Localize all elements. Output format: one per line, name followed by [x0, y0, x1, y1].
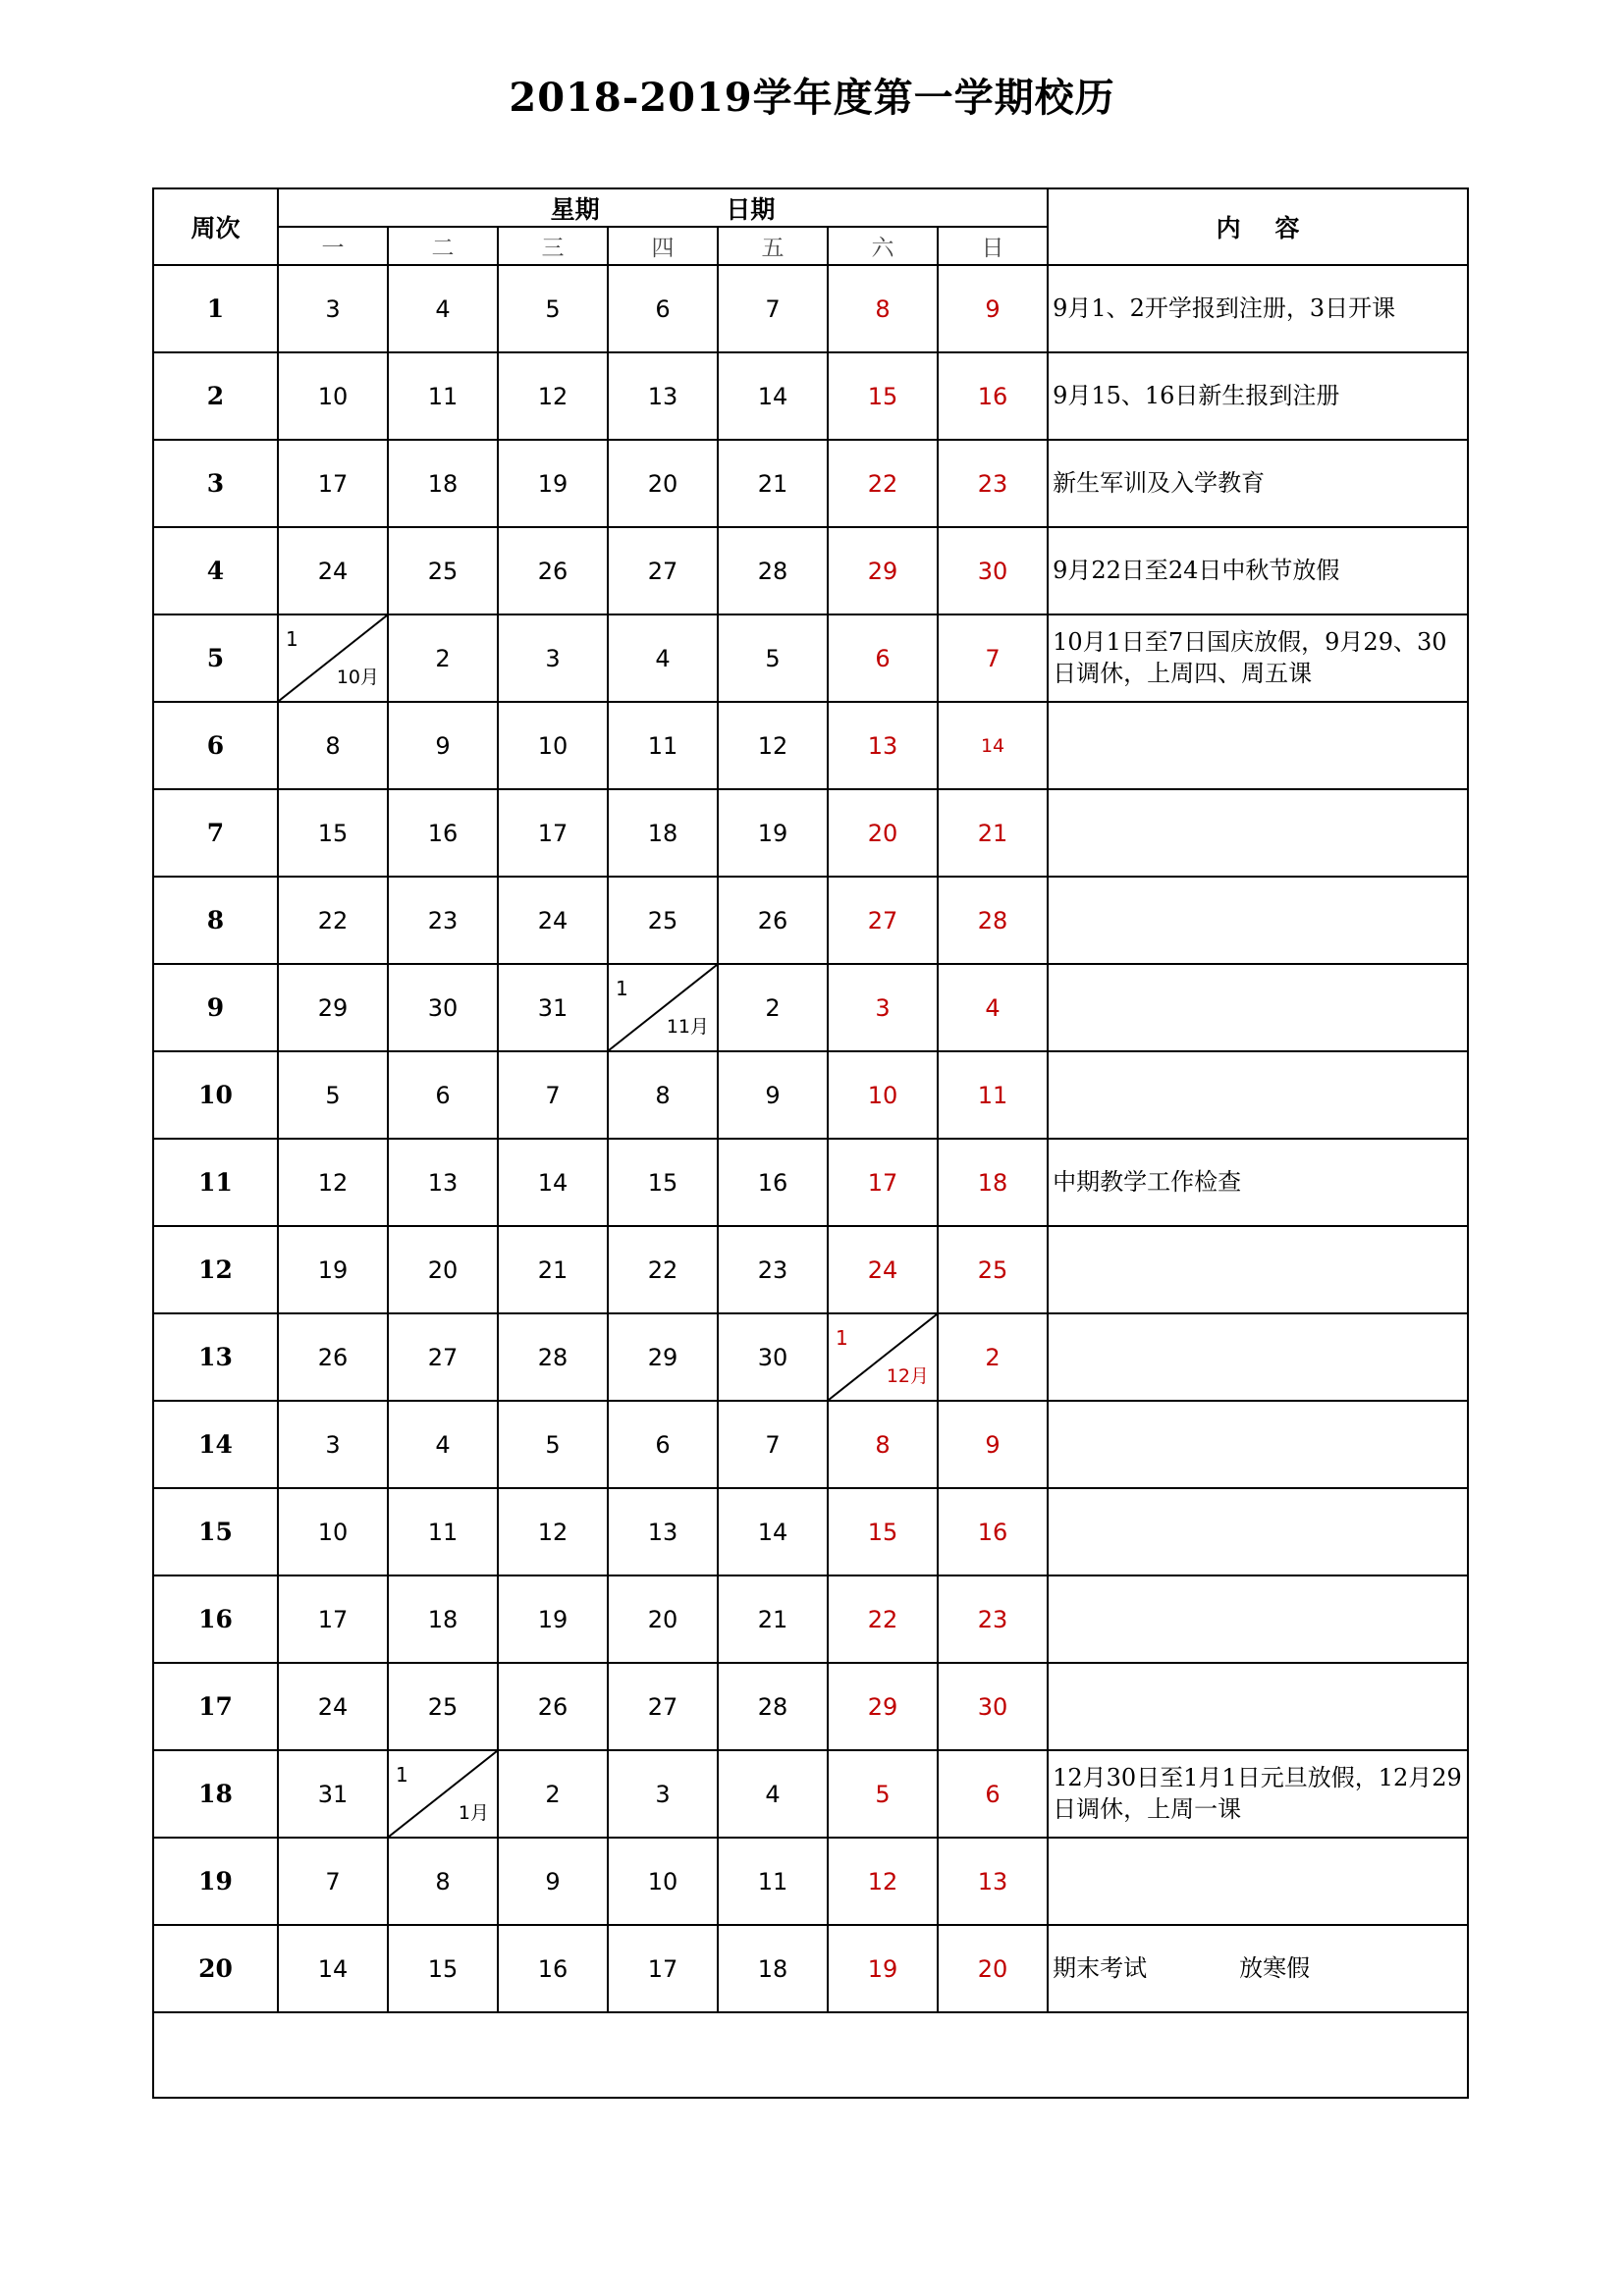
weekday-header-5: 五: [718, 227, 828, 265]
day-cell: 9: [938, 1401, 1048, 1488]
day-cell: 14: [938, 702, 1048, 789]
day-cell: 23: [938, 440, 1048, 527]
day-cell: 17: [278, 440, 388, 527]
day-cell: 31: [278, 1750, 388, 1838]
day-cell: 23: [718, 1226, 828, 1313]
weekday-date-header: [278, 188, 1048, 227]
day-cell: 28: [498, 1313, 608, 1401]
week-note: [1048, 1663, 1468, 1750]
week-number: 12: [153, 1226, 278, 1313]
day-cell: 12: [278, 1139, 388, 1226]
day-cell: 13: [828, 702, 938, 789]
day-cell: 2: [938, 1313, 1048, 1401]
week-note: [1048, 1051, 1468, 1139]
week-note: [1048, 877, 1468, 964]
day-cell: 20: [938, 1925, 1048, 2012]
day-cell: 5: [828, 1750, 938, 1838]
day-cell: 2: [718, 964, 828, 1051]
footer-empty-cell: [153, 2012, 1468, 2098]
week-row: [153, 877, 1468, 964]
note-exam: 期末考试: [1053, 1953, 1148, 1982]
week-number: 6: [153, 702, 278, 789]
day-cell: 30: [718, 1313, 828, 1401]
day-cell: 15: [828, 1488, 938, 1575]
day-cell: 10: [278, 352, 388, 440]
day-cell: 21: [498, 1226, 608, 1313]
day-cell: 3: [608, 1750, 718, 1838]
week-note: [1048, 1488, 1468, 1575]
week-number: 7: [153, 789, 278, 877]
day-cell: 12: [498, 352, 608, 440]
day-cell: 14: [278, 1925, 388, 2012]
day-cell: 11: [388, 1488, 498, 1575]
day-cell: 26: [278, 1313, 388, 1401]
day-cell: 30: [388, 964, 498, 1051]
day-cell: 16: [938, 1488, 1048, 1575]
weekday-header-3: 三: [498, 227, 608, 265]
week-note: 9月22日至24日中秋节放假: [1048, 527, 1468, 614]
day-cell: 14: [718, 352, 828, 440]
day-cell: 12: [828, 1838, 938, 1925]
month-label: 10月: [336, 667, 379, 688]
month-start-day: 1: [286, 627, 298, 651]
day-cell: 6: [608, 265, 718, 352]
day-cell: 8: [278, 702, 388, 789]
month-label: 12月: [886, 1365, 929, 1387]
month-start-day: 1: [396, 1763, 408, 1787]
week-note: [1048, 1575, 1468, 1663]
day-cell: 25: [608, 877, 718, 964]
weekday-header-1: 一: [278, 227, 388, 265]
week-note: 9月15、16日新生报到注册: [1048, 352, 1468, 440]
day-cell: 27: [608, 1663, 718, 1750]
week-number: 19: [153, 1838, 278, 1925]
day-cell: 23: [388, 877, 498, 964]
day-cell: 3: [278, 265, 388, 352]
week-number: 8: [153, 877, 278, 964]
week-row: [153, 527, 1468, 614]
day-cell: 8: [388, 1838, 498, 1925]
day-cell: 11: [388, 352, 498, 440]
week-row: [153, 964, 1468, 1051]
week-row: [153, 789, 1468, 877]
day-cell: 10: [828, 1051, 938, 1139]
week-note: [1048, 789, 1468, 877]
day-cell: 4: [608, 614, 718, 702]
month-label: 1月: [458, 1802, 489, 1824]
day-cell: 24: [278, 527, 388, 614]
week-row: [153, 440, 1468, 527]
day-cell: 7: [278, 1838, 388, 1925]
day-cell: 16: [388, 789, 498, 877]
day-cell: 6: [388, 1051, 498, 1139]
day-cell: 25: [388, 1663, 498, 1750]
day-cell: 13: [388, 1139, 498, 1226]
day-cell: 5: [498, 265, 608, 352]
week-note: [1048, 702, 1468, 789]
day-cell: 27: [388, 1313, 498, 1401]
week-column-header: 周次: [153, 188, 278, 265]
day-cell: 20: [608, 440, 718, 527]
day-cell: 30: [938, 527, 1048, 614]
school-calendar-table: [152, 187, 1469, 2099]
day-cell: 19: [828, 1925, 938, 2012]
week-note: [1048, 1838, 1468, 1925]
footer-row: [153, 2012, 1468, 2098]
day-cell: 29: [828, 1663, 938, 1750]
day-cell: 25: [938, 1226, 1048, 1313]
day-cell: 29: [608, 1313, 718, 1401]
day-cell: 12: [718, 702, 828, 789]
weekday-header-4: 四: [608, 227, 718, 265]
content-header-label: 内 容: [1216, 214, 1300, 242]
day-cell: 22: [278, 877, 388, 964]
content-column-header: [1048, 188, 1468, 265]
day-cell: 6: [938, 1750, 1048, 1838]
day-cell: 9: [388, 702, 498, 789]
week-row: [153, 1838, 1468, 1925]
day-cell: 7: [718, 1401, 828, 1488]
day-cell: 10: [498, 702, 608, 789]
day-cell: 2: [498, 1750, 608, 1838]
day-cell: 8: [608, 1051, 718, 1139]
week-number: 2: [153, 352, 278, 440]
week-number: 11: [153, 1139, 278, 1226]
month-start-cell: [388, 1750, 498, 1838]
day-cell: 11: [608, 702, 718, 789]
weekday-header-7: 日: [938, 227, 1048, 265]
week-row: [153, 352, 1468, 440]
week-row: [153, 265, 1468, 352]
day-cell: 10: [278, 1488, 388, 1575]
day-cell: 19: [718, 789, 828, 877]
week-note: [1048, 1313, 1468, 1401]
month-label: 11月: [666, 1016, 709, 1038]
day-cell: 19: [498, 440, 608, 527]
day-cell: 31: [498, 964, 608, 1051]
month-start-day: 1: [836, 1326, 848, 1350]
day-cell: 5: [278, 1051, 388, 1139]
week-number: 1: [153, 265, 278, 352]
day-cell: 9: [718, 1051, 828, 1139]
day-cell: 30: [938, 1663, 1048, 1750]
day-cell: 26: [498, 1663, 608, 1750]
day-cell: 24: [498, 877, 608, 964]
day-cell: 15: [828, 352, 938, 440]
week-row: [153, 1925, 1468, 2012]
day-cell: 22: [828, 1575, 938, 1663]
day-cell: 19: [498, 1575, 608, 1663]
day-cell: 18: [388, 1575, 498, 1663]
day-cell: 21: [718, 440, 828, 527]
month-start-cell: [608, 964, 718, 1051]
week-number: 14: [153, 1401, 278, 1488]
week-note: 新生军训及入学教育: [1048, 440, 1468, 527]
day-cell: 15: [608, 1139, 718, 1226]
day-cell: 7: [938, 614, 1048, 702]
day-cell: 16: [718, 1139, 828, 1226]
week-note: [1048, 1925, 1468, 2012]
day-cell: 11: [938, 1051, 1048, 1139]
day-cell: 13: [938, 1838, 1048, 1925]
week-row: [153, 1401, 1468, 1488]
week-note: 中期教学工作检查: [1048, 1139, 1468, 1226]
day-cell: 21: [938, 789, 1048, 877]
weekday-header-2: 二: [388, 227, 498, 265]
week-row: [153, 1575, 1468, 1663]
day-cell: 15: [388, 1925, 498, 2012]
date-header-label: 日期: [726, 194, 776, 224]
week-number: 4: [153, 527, 278, 614]
day-cell: 9: [938, 265, 1048, 352]
day-cell: 28: [938, 877, 1048, 964]
day-cell: 5: [498, 1401, 608, 1488]
week-row: [153, 1663, 1468, 1750]
month-start-cell: [278, 614, 388, 702]
day-cell: 16: [938, 352, 1048, 440]
week-row: [153, 1313, 1468, 1401]
day-cell: 11: [718, 1838, 828, 1925]
day-cell: 22: [608, 1226, 718, 1313]
day-cell: 8: [828, 265, 938, 352]
day-cell: 28: [718, 527, 828, 614]
day-cell: 27: [608, 527, 718, 614]
day-cell: 16: [498, 1925, 608, 2012]
week-number: 9: [153, 964, 278, 1051]
day-cell: 6: [608, 1401, 718, 1488]
week-number: 16: [153, 1575, 278, 1663]
day-cell: 18: [718, 1925, 828, 2012]
day-cell: 18: [608, 789, 718, 877]
day-cell: 15: [278, 789, 388, 877]
day-cell: 17: [498, 789, 608, 877]
day-cell: 21: [718, 1575, 828, 1663]
day-cell: 13: [608, 352, 718, 440]
week-number: 10: [153, 1051, 278, 1139]
day-cell: 26: [498, 527, 608, 614]
weekday-header-label: 星期: [550, 194, 600, 224]
week-row: [153, 614, 1468, 702]
day-cell: 20: [388, 1226, 498, 1313]
day-cell: 17: [278, 1575, 388, 1663]
weekday-header-6: 六: [828, 227, 938, 265]
day-cell: 25: [388, 527, 498, 614]
day-cell: 10: [608, 1838, 718, 1925]
day-cell: 3: [498, 614, 608, 702]
week-note: 9月1、2开学报到注册，3日开课: [1048, 265, 1468, 352]
day-cell: 26: [718, 877, 828, 964]
day-cell: 4: [388, 1401, 498, 1488]
day-cell: 4: [938, 964, 1048, 1051]
day-cell: 4: [388, 265, 498, 352]
month-start-cell: [828, 1313, 938, 1401]
week-note: [1048, 964, 1468, 1051]
day-cell: 7: [498, 1051, 608, 1139]
day-cell: 27: [828, 877, 938, 964]
day-cell: 24: [828, 1226, 938, 1313]
month-start-day: 1: [616, 977, 628, 1000]
week-row: [153, 1750, 1468, 1838]
day-cell: 23: [938, 1575, 1048, 1663]
week-row: [153, 1051, 1468, 1139]
day-cell: 24: [278, 1663, 388, 1750]
week-number: 18: [153, 1750, 278, 1838]
day-cell: 17: [828, 1139, 938, 1226]
day-cell: 20: [828, 789, 938, 877]
day-cell: 20: [608, 1575, 718, 1663]
day-cell: 22: [828, 440, 938, 527]
week-number: 20: [153, 1925, 278, 2012]
week-note: 12月30日至1月1日元旦放假，12月29日调休，上周一课: [1048, 1750, 1468, 1838]
calendar-title: 2018-2019学年度第一学期校历: [509, 75, 1115, 121]
week-number: 13: [153, 1313, 278, 1401]
week-number: 5: [153, 614, 278, 702]
day-cell: 4: [718, 1750, 828, 1838]
day-cell: 3: [278, 1401, 388, 1488]
day-cell: 18: [938, 1139, 1048, 1226]
day-cell: 13: [608, 1488, 718, 1575]
note-vacation: 放寒假: [1239, 1953, 1311, 1982]
week-note: [1048, 1226, 1468, 1313]
day-cell: 29: [278, 964, 388, 1051]
day-cell: 8: [828, 1401, 938, 1488]
week-note: [1048, 1401, 1468, 1488]
week-number: 3: [153, 440, 278, 527]
day-cell: 6: [828, 614, 938, 702]
week-number: 15: [153, 1488, 278, 1575]
day-cell: 17: [608, 1925, 718, 2012]
week-row: [153, 1226, 1468, 1313]
week-number: 17: [153, 1663, 278, 1750]
day-cell: 18: [388, 440, 498, 527]
day-cell: 2: [388, 614, 498, 702]
day-cell: 14: [718, 1488, 828, 1575]
week-row: [153, 702, 1468, 789]
day-cell: 29: [828, 527, 938, 614]
day-cell: 19: [278, 1226, 388, 1313]
day-cell: 28: [718, 1663, 828, 1750]
week-note: 10月1日至7日国庆放假，9月29、30日调休，上周四、周五课: [1048, 614, 1468, 702]
day-cell: 3: [828, 964, 938, 1051]
day-cell: 9: [498, 1838, 608, 1925]
day-cell: 14: [498, 1139, 608, 1226]
day-cell: 12: [498, 1488, 608, 1575]
week-row: [153, 1139, 1468, 1226]
day-cell: 7: [718, 265, 828, 352]
day-cell: 5: [718, 614, 828, 702]
week-row: [153, 1488, 1468, 1575]
